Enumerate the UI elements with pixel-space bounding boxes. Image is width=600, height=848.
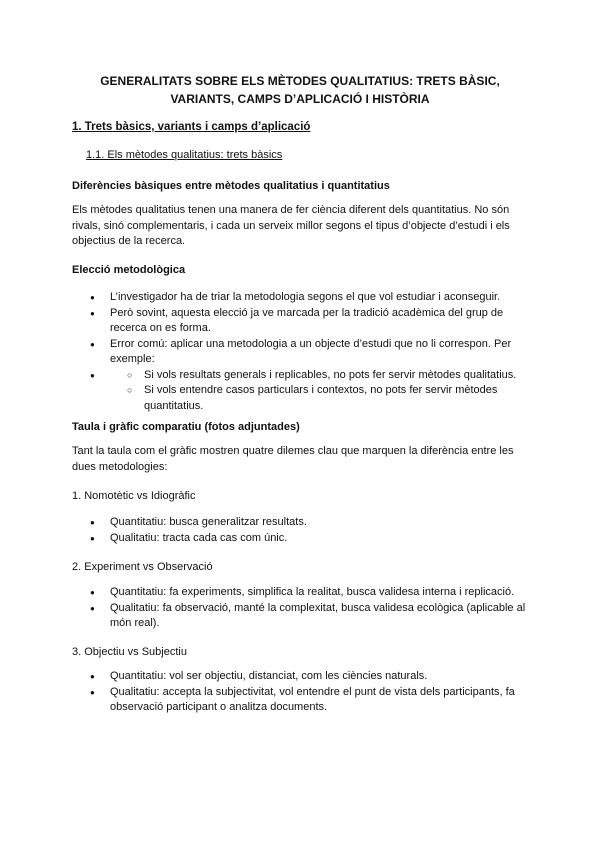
list-item: ● Quantitatiu: fa experiments, simplifica la realitat, busca validesa interna i replicació. [72, 585, 530, 601]
sub-list-wrapper [72, 368, 530, 415]
section-1-heading: 1. Trets bàsics, variants i camps d’aplicació [72, 121, 311, 133]
list-item: ● L’investigador ha de triar la metodologia segons el que vol estudiar i aconseguir. [72, 290, 530, 306]
list-item: ● Però sovint, aquesta elecció ja ve marcada per la tradició acadèmica del grup de recerca on es forma. [72, 306, 530, 337]
list-item: ● Quantitatiu: vol ser objectiu, distanciat, com les ciències naturals. [72, 669, 530, 685]
dilemma-1-title: 1. Nomotètic vs Idiogràfic [72, 490, 196, 502]
comparison-paragraph: Tant la taula com el gràfic mostren quatre dilemes clau que marquen la diferència entre les dues metodologies: [72, 445, 514, 473]
election-sub-bullet-list [110, 368, 530, 415]
title-line-2: VARIANTS, CAMPS D’APLICACIÓ I HISTÒRIA [170, 92, 430, 106]
dilemma-2-list [72, 585, 530, 632]
differences-heading: Diferències bàsiques entre mètodes qualitatius i quantitatius [72, 180, 390, 192]
list-item: ○ Si vols entendre casos particulars i contextos, no pots fer servir mètodes quantitatius. [72, 383, 530, 414]
list-item: ○ ● Si vols resultats generals i replicables, no pots fer servir mètodes qualitatius. [72, 368, 530, 384]
dilemma-1-list [72, 515, 530, 546]
list-item: ● Qualitatiu: fa observació, manté la complexitat, busca validesa ecològica (aplicable al món real). [72, 601, 530, 632]
comparison-heading: Taula i gràfic comparatiu (fotos adjuntades) [72, 421, 300, 433]
list-item: ● Qualitatiu: accepta la subjectivitat, vol entendre el punt de vista dels participants, fa observació participant o analitza documents. [72, 685, 530, 716]
list-item: ● Qualitatiu: tracta cada cas com únic. [72, 531, 530, 547]
dilemma-2-title: 2. Experiment vs Observació [72, 561, 213, 573]
list-item: ● Error comú: aplicar una metodologia a un objecte d’estudi que no li correspon. Per exemple: [72, 337, 530, 368]
dilemma-3-list [72, 669, 530, 716]
election-heading: Elecció metodològica [72, 264, 186, 276]
subsection-1-1-heading: 1.1. Els mètodes qualitatius: trets bàsics [86, 149, 283, 161]
differences-paragraph: Els mètodes qualitatius tenen una manera de fer ciència diferent dels quantitatius. No són rivals, sinó complementaris, i cada un serveix millor segons el tipus d’objecte d’estudi i els objectius de la recerca. [72, 204, 510, 247]
title-line-1: GENERALITATS SOBRE ELS MÈTODES QUALITATIUS: TRETS BÀSIC, [100, 74, 500, 88]
dilemma-3-title: 3. Objectiu vs Subjectiu [72, 646, 187, 658]
list-item: ● Quantitatiu: busca generalitzar resultats. [72, 515, 530, 531]
election-bullet-list [72, 290, 530, 414]
document-title [72, 72, 528, 108]
